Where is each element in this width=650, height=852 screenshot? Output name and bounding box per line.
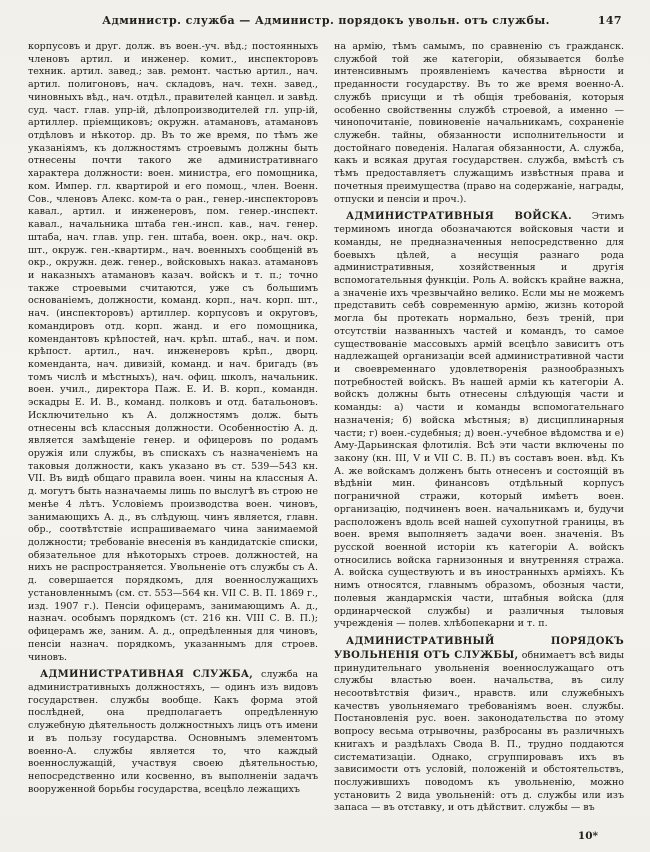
running-head: [28, 14, 624, 27]
right-column: [334, 41, 624, 815]
left-continuation-paragraph: корпусовъ и друг. долж. въ воен.-уч. вѣд.; постоянныхъ членовъ артил. и инженер. комит., инспекторовъ техник. артил. завед.; зав. ремонт. частью артил., нач. артил. полигоновъ, нач. складовъ, нач. техн. завед., чиновныхъ вѣд., нач. отдѣл., правителей канцел. и завѣд. суд. част. глав. упр-ій, дѣлопроизводителей гл. упр-ій, артиллер. пріемщиковъ; окружн. атамановъ, атамановъ отдѣловъ и нѣкотор. др. Въ то же время, по тѣмъ же указаніямъ, къ должностямъ строевымъ должны быть отнесены почти такого же административнаго характера должности: воен. министра, его помощника, ком. Импер. гл. квартирой и его помощ., член. Военн. Сов., членовъ Алекс. ком-та о ран., генер.-инспекторовъ кавал., артил. и инженеровъ, пом. генер.-инспект. кавал., начальника штаба ген.-инсп. кав., нач. генер. штаба, нач. глав. упр. ген. штаба, воен. окр., нач. окр. шт., окруж. ген.-квартирм., нач. военныхъ сообщеній въ окр., окружн. деж. генер., войсковыхъ наказ. атамановъ и наказныхъ атамановъ казач. войскъ и т. п.; точно также строевыми считаются, уже съ большимъ основаніемъ, должности, команд. корп., нач. корп. шт., нач. (инспекторовъ) артиллер. корпусовъ и округовъ, командировъ отд. корп. жанд. и его помощника, комендантовъ крѣпостей, нач. крѣп. штаб., нач. и пом. крѣпост. артил., нач. инженеровъ крѣп., дворц. коменданта, нач. дивизій, команд. и нач. бригадъ (въ томъ числѣ и мѣстныхъ), нач. офиц. школъ, начальник. воен. учил., директора Паж. Е. И. В. корп., командн. эскадры Е. И. В., команд. полковъ и отд. батальоновъ. Исключительно къ А. должностямъ долж. быть отнесены всѣ классныя должности. Особенностію А. д. является замѣщеніе генер. и офицеровъ по родамъ оружія или службы, въ спискахъ съ назначеніемъ на таковыя должности, какъ указано въ ст. 539—543 кн. VII. Въ видѣ общаго правила воен. чины на классныя А. д. могутъ быть назначаемы лишь по выслугѣ въ строю не менѣе 4 лѣтъ. Условіемъ производства воен. чиновъ, занимающихъ А. д., въ слѣдующ. чинъ является, главн. обр., соотвѣтствіе испрашиваемаго чина занимаемой должности; требованіе внесенія въ кандидатскіе списки, обязательное для нѣкоторыхъ строев. должностей, на нихъ не распространяется. Увольненіе отъ службы съ А. д. совершается порядкомъ, для военнослужащихъ установленнымъ (см. ст. 553—564 кн. VII С. В. П. 1869 г., изд. 1907 г.). Пенсіи офицерамъ, занимающимъ А. д., назнач. особымъ порядкомъ (ст. 216 кн. VIII С. В. П.); офицерамъ же, заним. А. д., опредѣленныя для чиновъ, пенсіи назнач. порядкомъ, указаннымъ для строев. чиновъ.: [28, 41, 318, 663]
entry-administrativnaya-sluzhba: [28, 668, 318, 796]
text-columns: [28, 41, 624, 815]
entry-text-administrativnaya-sluzhba: служба на административныхъ должностяхъ, — одинъ изъ видовъ государствен. службы вообще. Какъ форма этой послѣдней, она предполагаетъ опредѣленную служебную дѣятельность должностныхъ лицъ отъ имени и въ пользу государства. Основнымъ элементомъ военно-А. службы является то, что каждый военнослужащій, участвуя своею дѣятельностью, непосредственно или косвенно, въ выполненіи задачъ вооруженной борьбы государства, всецѣло лежащихъ: [28, 669, 318, 795]
left-column: [28, 41, 318, 815]
entry-heading-administrativnyy-poryadok: АДМИНИСТРАТИВНЫЙ ПОРЯДОКЪ УВОЛЬНЕНІЯ ОТЪ СЛУЖБЫ,: [334, 636, 624, 661]
entry-text-administrativnyy-poryadok: обнимаетъ всѣ виды принудительнаго увольненія военнослужащаго отъ службы властью воен. начальства, въ силу несоотвѣтствія физич., нравств. или служебныхъ качествъ увольняемаго требованіямъ воен. службы. Постановленія рус. воен. законодательства по этому вопросу весьма отрывочны, разбросаны въ различныхъ книгахъ и раздѣлахъ Свода В. П., трудно поддаются систематизаціи. Однако, сгруппировавъ ихъ въ зависимости отъ условій, положеній и обстоятельствъ, послужившихъ поводомъ къ увольненію, можно установить 2 вида увольненій: отъ д. службы или изъ запаса — въ отставку, и отъ дѣйствит. службы — въ: [334, 649, 624, 814]
running-head-title: Администр. служба — Администр. порядокъ увольн. отъ службы.: [102, 14, 550, 27]
entry-heading-administrativnyya-voyska: АДМИНИСТРАТИВНЫЯ ВОЙСКА.: [346, 211, 572, 223]
entry-administrativnyy-poryadok: [334, 635, 624, 815]
page-number: 147: [597, 14, 622, 27]
entry-text-administrativnyya-voyska: Этимъ терминомъ иногда обозначаются войсковыя части и команды, не предназначенныя непосредственно для боевыхъ цѣлей, а несущія разнаго рода административныя, хозяйственныя и другія вспомогательныя функціи. Роль А. войскъ крайне важна, а значеніе ихъ чрезвычайно велико. Если мы не можемъ представить себѣ современную армію, жизнь которой могла бы протекать нормально, безъ треній, при отсутствіи названныхъ частей и командъ, то самое существованіе массовыхъ армій всецѣло зависитъ отъ надлежащей организаціи всей административной части и своевременнаго удовлетворенія разнообразныхъ потребностей войскъ. Въ нашей арміи къ категоріи А. войскъ должны быть отнесены слѣдующія части и команды: а) части и команды вспомогательнаго назначенія; б) войска мѣстныя; в) дисциплинарныя части; г) воен.-судебныя; д) воен.-учебное вѣдомства и е) Аму-Дарьинская флотилія. Всѣ эти части включены по закону (кн. III, V и VII С. В. П.) въ составъ воен. вѣд. Къ А. же войскамъ долженъ быть отнесенъ и состоящій въ вѣдѣніи мин. финансовъ отдѣльный корпусъ пограничной стражи, который имѣетъ воен. организацію, подчиненъ воен. начальникамъ и, будучи расположенъ вдоль всей нашей сухопутной границы, въ воен. время выполняетъ задачи воен. значенія. Въ русской военной исторіи къ категоріи А. войскъ относились войска гарнизонныя и внутренняя стража. А. войска существуютъ и въ иностранныхъ арміяхъ. Къ нимъ относятся, главнымъ образомъ, обозныя части, полевыя жандармскія части, штабныя войска (для ординарческой службы) и различныя тыловыя учрежденія — полев. хлѣбопекарни и т. п.: [334, 211, 624, 630]
entry-administrativnyya-voyska: [334, 210, 624, 631]
entry-heading-administrativnaya-sluzhba: АДМИНИСТРАТИВНАЯ СЛУЖБА,: [40, 669, 254, 681]
right-continuation-paragraph: на армію, тѣмъ самымъ, по сравненію съ гражданск. службой той же категоріи, обязывается болѣе интенсивнымъ проявленіемъ качества вѣрности и преданности государству. Въ то же время военно-А. службѣ присущи и тѣ общія требованія, которыя особенно свойственны службѣ строевой, а именно — чинопочитаніе, повиновеніе начальникамъ, сохраненіе служебн. тайны, обязанности исполнительности и достойнаго поведенія. Налагая обязанности, А. служба, какъ и всякая другая государствен. служба, вмѣстѣ съ тѣмъ предоставляетъ служащимъ извѣстныя права и почетныя преимущества (право на содержаніе, награды, отпуски и пенсіи и проч.).: [334, 41, 624, 205]
printer-signature-mark: 10*: [577, 830, 598, 842]
